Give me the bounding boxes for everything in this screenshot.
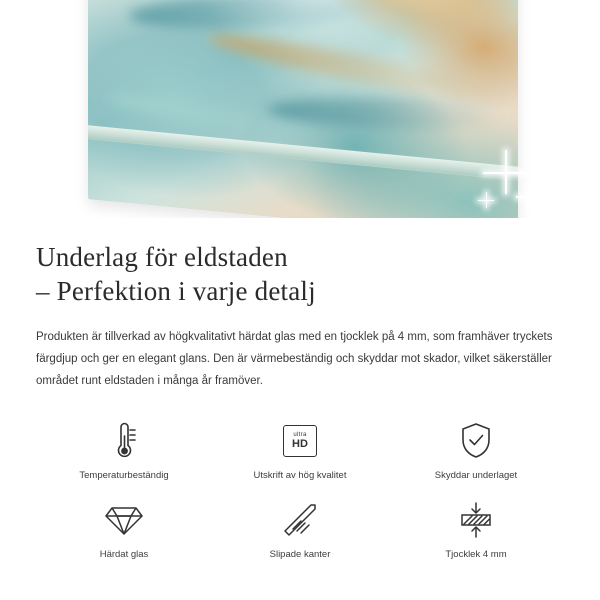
thermometer-icon [107, 418, 141, 464]
feature-item [212, 497, 388, 560]
body-paragraph: Produkten är tillverkad av högkvalitativt härdat glas med en tjocklek på 4 mm, som framhäver tryckets färgdjup och ger en elegant glans. Den är värmebeständig och skyddar mot skador, vilket säkerställer området runt eldstaden i många år framöver. [36, 331, 553, 387]
feature-item [36, 418, 212, 481]
headline-line-1: Underlag för eldstaden [36, 242, 288, 272]
headline-line-2: – Perfektion i varje detalj [36, 276, 316, 306]
feature-label: Utskrift av hög kvalitet [253, 470, 347, 481]
hero-image [0, 0, 600, 218]
feature-label: Härdat glas [99, 549, 149, 560]
feature-label: Skyddar underlaget [434, 470, 518, 481]
shield-check-icon [458, 418, 494, 464]
feature-label: Temperaturbeständig [79, 470, 169, 481]
glass-panel-artwork [88, 0, 518, 218]
ultra-hd-badge-bottom: HD [292, 438, 308, 450]
feature-item [36, 497, 212, 560]
ultra-hd-badge-top: ultra [293, 432, 307, 438]
ultra-hd-icon [283, 418, 317, 464]
ink-streak [127, 0, 389, 33]
content-area [0, 240, 600, 560]
feature-item [388, 497, 564, 560]
feature-item [388, 418, 564, 481]
feature-grid [36, 418, 564, 560]
page-title [36, 240, 564, 308]
feature-item [212, 418, 388, 481]
thickness-icon [456, 497, 496, 543]
feature-label: Slipade kanter [269, 549, 331, 560]
polished-edges-icon [281, 497, 319, 543]
feature-label: Tjocklek 4 mm [445, 549, 507, 560]
diamond-icon [104, 497, 144, 543]
